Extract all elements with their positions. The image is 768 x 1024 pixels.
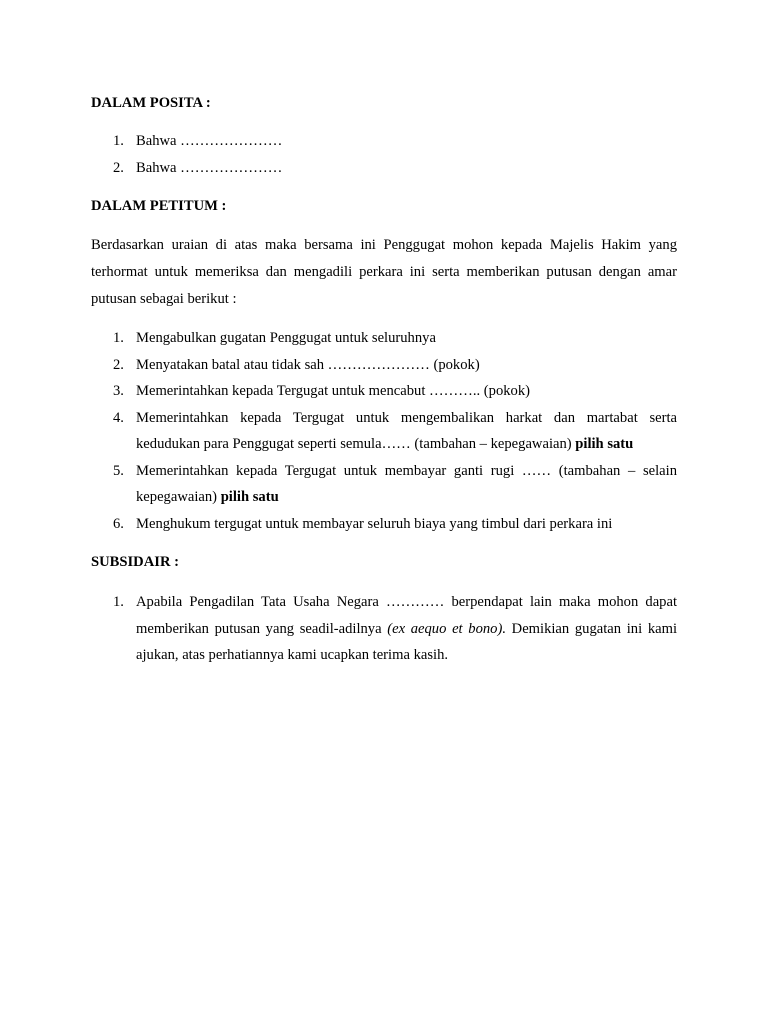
list-text: Bahwa …………………: [136, 159, 283, 176]
list-emphasis: pilih satu: [220, 489, 279, 505]
list-item: [91, 128, 677, 155]
list-text: Memerintahkan kepada Tergugat untuk membayar ganti rugi …… (tambahan – selain kepegawaian): [136, 462, 677, 505]
posita-list: [91, 128, 677, 181]
list-number: 1.: [113, 133, 124, 149]
list-number: 3.: [113, 383, 124, 399]
list-number: 5.: [113, 462, 124, 479]
list-text: Mengabulkan gugatan Penggugat untuk seluruhnya: [136, 330, 436, 346]
list-item: [91, 405, 677, 458]
list-text: Memerintahkan kepada Tergugat untuk mengembalikan harkat dan martabat serta kedudukan para Penggugat seperti semula…… (tambahan – kepegawaian): [136, 409, 677, 452]
list-item: [91, 589, 677, 669]
list-text: Menyatakan batal atau tidak sah ………………… (pokok): [136, 356, 480, 373]
list-item: [91, 378, 677, 405]
list-text: Menghukum tergugat untuk membayar seluruh biaya yang timbul dari perkara ini: [136, 515, 613, 532]
list-text: Bahwa …………………: [136, 133, 283, 149]
list-item: [91, 511, 677, 538]
list-item: [91, 352, 677, 379]
list-item: [91, 458, 677, 511]
list-text: Apabila Pengadilan Tata Usaha Negara ………… berpendapat lain maka mohon dapat memberikan putusan yang seadil-adilnya: [136, 594, 677, 637]
document-content: [91, 90, 677, 669]
list-number: 4.: [113, 409, 124, 426]
petitum-list: [91, 325, 677, 537]
list-number: 2.: [113, 159, 124, 176]
list-number: 1.: [113, 330, 124, 346]
subsidair-heading: SUBSIDAIR :: [91, 554, 179, 570]
list-item: [91, 155, 677, 182]
list-item: [91, 325, 677, 352]
posita-heading: DALAM POSITA :: [91, 95, 211, 111]
list-number: 2.: [113, 356, 124, 373]
list-text-closing: Demikian gugatan ini kami ajukan, atas perhatiannya kami ucapkan terima kasih.: [136, 620, 678, 663]
petitum-heading: DALAM PETITUM :: [91, 198, 227, 214]
list-text: Memerintahkan kepada Tergugat untuk mencabut ……….. (pokok): [136, 383, 530, 399]
subsidair-list: [91, 589, 677, 669]
list-number: 6.: [113, 515, 124, 532]
list-number: 1.: [113, 594, 124, 610]
petitum-intro: Berdasarkan uraian di atas maka bersama ini Penggugat mohon kepada Majelis Hakim yang terhormat untuk memeriksa dan mengadili perkara ini serta memberikan putusan dengan amar putusan sebagai berikut :: [91, 237, 677, 307]
latin-phrase: (ex aequo et bono).: [387, 620, 506, 637]
list-emphasis: pilih satu: [575, 436, 634, 452]
